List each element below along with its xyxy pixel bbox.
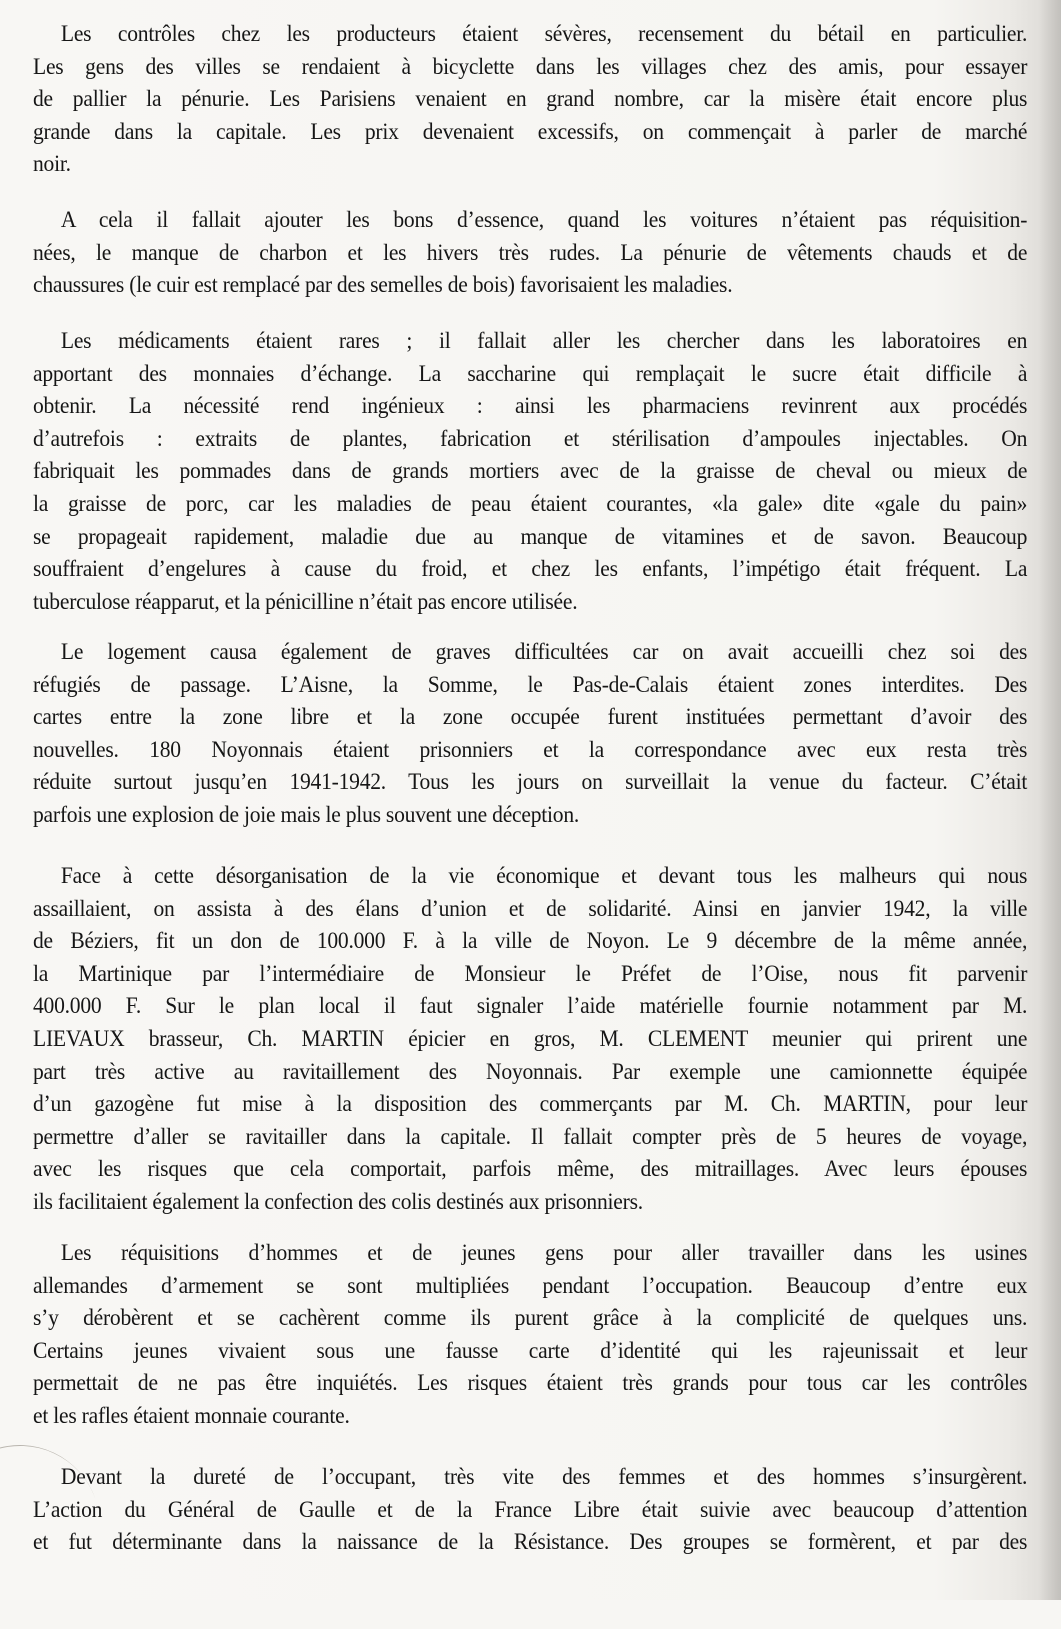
text-line: fabriquait les pommades dans de grands mortiers avec de la graisse de cheval ou mieux de <box>33 458 1028 485</box>
text-line: s’y dérobèrent et se cachèrent comme ils purent grâce à la complicité de quelques uns. <box>33 1305 1028 1332</box>
text-line: obtenir. La nécessité rend ingénieux : ainsi les pharmaciens revinrent aux procédés <box>33 393 1028 420</box>
text-line: 400.000 F. Sur le plan local il faut signaler l’aide matérielle fournie notamment par M. <box>33 993 1028 1020</box>
paragraph-logement <box>33 636 1027 832</box>
text-line: grande dans la capitale. Les prix devenaient excessifs, on commençait à parler de marché <box>33 118 1028 145</box>
text-line: L’action du Général de Gaulle et de la France Libre était suivie avec beaucoup d’attention <box>33 1496 1028 1523</box>
text-line: de Béziers, fit un don de 100.000 F. à la ville de Noyon. Le 9 décembre de la même année, <box>33 928 1028 955</box>
paragraph-indent <box>33 1237 61 1270</box>
text-line: permettait de ne pas être inquiétés. Les risques étaient très grands pour tous car les contrôles <box>33 1370 1028 1397</box>
text-line: noir. <box>33 151 71 178</box>
text-line: nées, le manque de charbon et les hivers très rudes. La pénurie de vêtements chauds et de <box>33 239 1028 266</box>
text-line: la Martinique par l’intermédiaire de Monsieur le Préfet de l’Oise, nous fit parvenir <box>33 960 1028 987</box>
text-line: permettre d’aller se ravitailler dans la capitale. Il fallait compter près de 5 heures de voyage, <box>33 1123 1028 1150</box>
text-line: la graisse de porc, car les maladies de peau étaient courantes, «la gale» dite «gale du pain» <box>33 490 1028 517</box>
text-line: d’autrefois : extraits de plantes, fabrication et stérilisation d’ampoules injectables. On <box>33 425 1028 452</box>
text-line <box>33 860 1027 893</box>
text-line: allemandes d’armement se sont multipliées pendant l’occupation. Beaucoup d’entre eux <box>33 1272 1028 1299</box>
text-line: tuberculose réapparut, et la pénicilline n’était pas encore utilisée. <box>33 588 578 615</box>
text-line: souffraient d’engelures à cause du froid, et chez les enfants, l’impétigo était fréquent. La <box>33 556 1028 583</box>
text-line: parfois une explosion de joie mais le plus souvent une déception. <box>33 801 580 828</box>
paragraph-indent <box>33 1461 61 1494</box>
text-line-content: Le logement causa également de graves difficultées car on avait accueilli chez soi des <box>60 639 1028 665</box>
text-line: d’un gazogène fut mise à la disposition des commerçants par M. Ch. MARTIN, pour leur <box>33 1091 1028 1118</box>
text-line-content: Les réquisitions d’hommes et de jeunes gens pour aller travailler dans les usines <box>60 1240 1028 1266</box>
text-line: apportant des monnaies d’échange. La saccharine qui remplaçait le sucre était difficile à <box>33 360 1028 387</box>
text-line-content: A cela il fallait ajouter les bons d’essence, quand les voitures n’étaient pas réquisition- <box>60 207 1028 233</box>
text-line <box>33 636 1027 669</box>
text-line: et fut déterminante dans la naissance de la Résistance. Des groupes se formèrent, et par des <box>33 1529 1028 1556</box>
text-line: ils facilitaient également la confection des colis destinés aux prisonniers. <box>33 1188 643 1215</box>
text-line: part très active au ravitaillement des Noyonnais. Par exemple une camionnette équipée <box>33 1058 1028 1085</box>
paragraph-controls <box>33 18 1027 181</box>
text-line: avec les risques que cela comportait, parfois même, des mitraillages. Avec leurs épouses <box>33 1156 1028 1183</box>
text-line: réduite surtout jusqu’en 1941-1942. Tous les jours on surveillait la venue du facteur. C’était <box>33 769 1028 796</box>
text-line-content: Face à cette désorganisation de la vie économique et devant tous les malheurs qui nous <box>60 863 1028 889</box>
text-line-content: Les médicaments étaient rares ; il fallait aller les chercher dans les laboratoires en <box>60 328 1028 354</box>
text-line: Certains jeunes vivaient sous une fausse carte d’identité qui les rajeunissait et leur <box>33 1337 1028 1364</box>
paragraph-medicaments <box>33 325 1027 618</box>
text-line: nouvelles. 180 Noyonnais étaient prisonniers et la correspondance avec eux resta très <box>33 736 1028 763</box>
text-line <box>33 1461 1027 1494</box>
text-line: Les gens des villes se rendaient à bicyclette dans les villages chez des amis, pour essayer <box>33 53 1028 80</box>
page-edge-shadow <box>1039 0 1061 1600</box>
text-line: assaillaient, on assista à des élans d’union et de solidarité. Ainsi en janvier 1942, la ville <box>33 895 1028 922</box>
text-line: de pallier la pénurie. Les Parisiens venaient en grand nombre, car la misère était encore plus <box>33 86 1028 113</box>
paragraph-indent <box>33 636 61 669</box>
text-line: et les rafles étaient monnaie courante. <box>33 1402 350 1429</box>
paragraph-resistance <box>33 1461 1027 1559</box>
text-line <box>33 1237 1027 1270</box>
text-line: se propageait rapidement, maladie due au manque de vitamines et de savon. Beaucoup <box>33 523 1028 550</box>
paragraph-solidarite <box>33 860 1027 1219</box>
paragraph-indent <box>33 18 61 51</box>
text-line: chaussures (le cuir est remplacé par des semelles de bois) favorisaient les maladies. <box>33 272 733 299</box>
text-line <box>33 325 1027 358</box>
paragraph-indent <box>33 204 61 237</box>
text-line-content: Les contrôles chez les producteurs étaient sévères, recensement du bétail en particulier. <box>60 21 1028 47</box>
text-line <box>33 204 1027 237</box>
text-line <box>33 18 1027 51</box>
text-line-content: Devant la dureté de l’occupant, très vite des femmes et des hommes s’insurgèrent. <box>60 1464 1028 1490</box>
paragraph-essence <box>33 204 1027 302</box>
text-line: cartes entre la zone libre et la zone occupée furent instituées permettant d’avoir des <box>33 704 1028 731</box>
paragraph-requisitions <box>33 1237 1027 1433</box>
paragraph-indent <box>33 860 61 893</box>
paragraph-indent <box>33 325 61 358</box>
text-line: réfugiés de passage. L’Aisne, la Somme, le Pas-de-Calais étaient zones interdites. Des <box>33 671 1028 698</box>
text-line: LIEVAUX brasseur, Ch. MARTIN épicier en gros, M. CLEMENT meunier qui prirent une <box>33 1025 1028 1052</box>
